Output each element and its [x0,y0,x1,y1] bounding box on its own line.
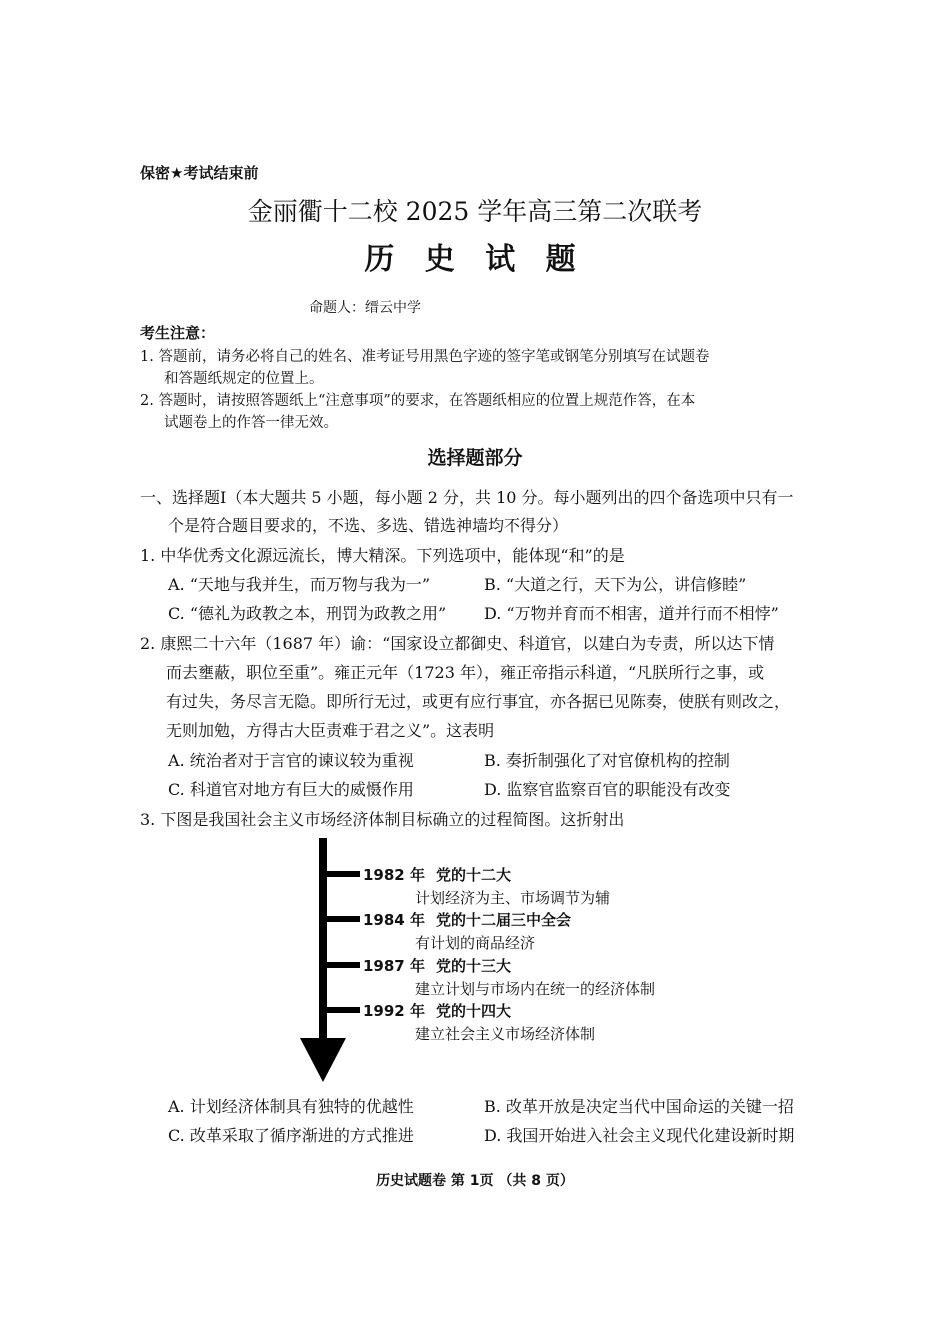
timeline-desc: 建立社会主义市场经济体制 [415,1025,596,1043]
q3-stem: 3. 下图是我国社会主义市场经济体制目标确立的过程简图。这折射出 [140,810,625,829]
arrow-down-icon [298,1034,348,1084]
q1-stem: 1. 中华优秀文化源远流长，博大精深。下列选项中，能体现“和”的是 [140,546,625,565]
q1-option-c: C. “德礼为政教之本，刑罚为政教之用” [168,604,447,623]
q3-option-b: B. 改革开放是决定当代中国命运的关键一招 [484,1097,794,1116]
timeline-year: 1984 年 [363,911,425,929]
timeline-tick [323,916,360,922]
q2-option-b: B. 奏折制强化了对官僚机构的控制 [484,751,730,770]
q3-option-a: A. 计划经济体制具有独特的优越性 [168,1097,414,1116]
timeline-tick [323,1007,360,1013]
timeline-event: 党的十三大 [436,957,512,975]
q2-stem-line1: 2. 康熙二十六年（1687 年）谕：“国家设立都御史、科道官，以建白为专责，所以达下情 [140,634,775,653]
section-title: 选择题部分 [427,447,523,469]
notice-item-1: 1. 答题前，请务必将自己的姓名、准考证号用黑色字迹的签字笔或钢笔分别填写在试题卷 [140,349,710,365]
q2-stem-line2: 而去壅蔽，职位至重”。雍正元年（1723 年），雍正帝指示科道，“凡朕所行之事，或 [166,663,765,682]
timeline-desc: 建立计划与市场内在统一的经济体制 [415,980,656,998]
timeline-desc: 计划经济为主、市场调节为辅 [415,889,611,907]
q3-option-d: D. 我国开始进入社会主义现代化建设新时期 [484,1126,795,1145]
author-line: 命题人：缙云中学 [309,300,421,316]
q2-option-c: C. 科道官对地方有巨大的威慑作用 [168,780,414,799]
notice-item-2-cont: 试题卷上的作答一律无效。 [164,415,338,431]
q2-option-a: A. 统治者对于言官的谏议较为重视 [168,751,414,770]
timeline-year: 1982 年 [363,866,425,884]
confidential-label: 保密★考试结束前 [140,164,259,182]
part-instructions-cont: 个是符合题目要求的，不选、多选、错选神墙均不得分） [168,516,569,535]
notice-item-1-cont: 和答题纸规定的位置上。 [164,371,324,387]
timeline-event: 党的十二届三中全会 [436,911,572,929]
timeline-year: 1992 年 [363,1002,425,1020]
timeline-event: 党的十二大 [436,866,512,884]
q2-option-d: D. 监察官监察百官的职能没有改变 [484,780,731,799]
q2-stem-line4: 无则加勉，方得古大臣责难于君之义”。这表明 [166,721,495,740]
q1-option-b: B. “大道之行，天下为公，讲信修睦” [484,575,747,594]
timeline-year: 1987 年 [363,957,425,975]
timeline-axis [319,838,327,1048]
subject-title: 历 史 试 题 [364,242,586,277]
q3-option-c: C. 改革采取了循序渐进的方式推进 [168,1126,414,1145]
q1-option-a: A. “天地与我并生，而万物与我为一” [168,575,431,594]
notice-heading: 考生注意： [140,324,216,342]
page-footer: 历史试题卷 第 1页 （共 8 页） [376,1173,574,1189]
notice-item-2: 2. 答题时，请按照答题纸上“注意事项”的要求，在答题纸相应的位置上规范作答，在本 [140,393,696,409]
exam-title: 金丽衢十二校 2025 学年高三第二次联考 [247,197,703,226]
q2-stem-line3: 有过失，务尽言无隐。即所行无过，或更有应行事宜，亦各据已见陈奏，使朕有则改之， [166,692,791,711]
q1-option-d: D. “万物并育而不相害，道并行而不相悖” [484,604,779,623]
timeline-tick [323,871,360,877]
part-instructions: 一、选择题Ⅰ（本大题共 5 小题，每小题 2 分，共 10 分。每小题列出的四个备选项中只有一 [140,488,794,507]
timeline-event: 党的十四大 [436,1002,512,1020]
timeline-tick [323,962,360,968]
timeline-desc: 有计划的商品经济 [415,934,536,952]
